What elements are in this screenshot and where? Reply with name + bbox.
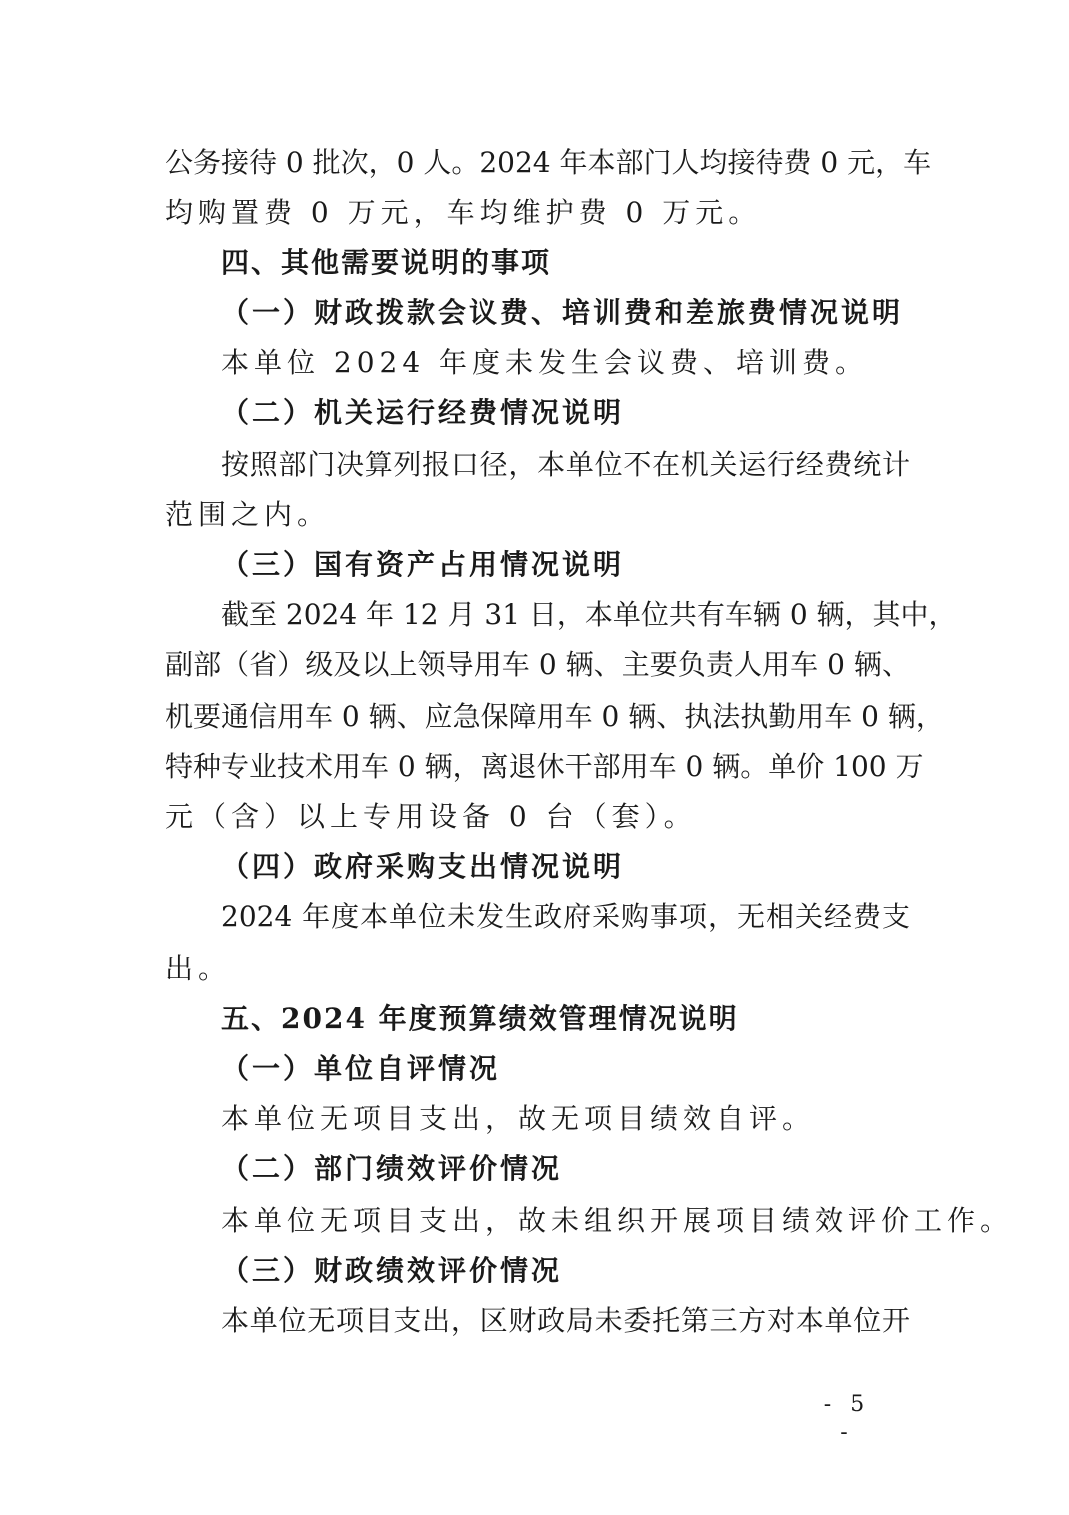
section-heading: 四、其他需要说明的事项 bbox=[221, 246, 552, 279]
paragraph-line: 均购置费 0 万元，车均维护费 0 万元。 bbox=[165, 196, 762, 229]
subsection-heading: （一）财政拨款会议费、培训费和差旅费情况说明 bbox=[221, 296, 904, 329]
subsection-heading: （三）财政绩效评价情况 bbox=[221, 1254, 563, 1287]
paragraph-line: 本单位无项目支出，区财政局未委托第三方对本单位开 bbox=[221, 1304, 910, 1337]
page-number: - 5 - bbox=[823, 1392, 871, 1445]
subsection-heading: （二）机关运行经费情况说明 bbox=[221, 396, 625, 429]
paragraph-line: 本单位无项目支出，故无项目绩效自评。 bbox=[221, 1102, 816, 1135]
paragraph-line: 按照部门决算列报口径，本单位不在机关运行经费统计 bbox=[221, 448, 910, 481]
paragraph-line: 2024 年度本单位未发生政府采购事项，无相关经费支 bbox=[221, 900, 910, 933]
paragraph-line: 出。 bbox=[165, 952, 232, 985]
subsection-heading: （三）国有资产占用情况说明 bbox=[221, 548, 625, 581]
subsection-heading: （四）政府采购支出情况说明 bbox=[221, 850, 625, 883]
paragraph-line: 特种专业技术用车 0 辆，离退休干部用车 0 辆。单价 100 万 bbox=[165, 750, 924, 783]
paragraph-line: 公务接待 0 批次，0 人。2024 年本部门人均接待费 0 元，车 bbox=[165, 146, 932, 179]
subsection-heading: （二）部门绩效评价情况 bbox=[221, 1152, 563, 1185]
subsection-heading: （一）单位自评情况 bbox=[221, 1052, 501, 1085]
paragraph-line: 截至 2024 年 12 月 31 日，本单位共有车辆 0 辆，其中， bbox=[221, 598, 957, 631]
paragraph-line: 机要通信用车 0 辆、应急保障用车 0 辆、执法执勤用车 0 辆， bbox=[165, 700, 944, 733]
paragraph-line: 范围之内。 bbox=[165, 498, 331, 531]
paragraph-line: 元（含）以上专用设备 0 台（套）。 bbox=[165, 800, 697, 833]
paragraph-line: 本单位无项目支出，故未组织开展项目绩效评价工作。 bbox=[221, 1204, 1014, 1237]
paragraph-line: 副部（省）级及以上领导用车 0 辆、主要负责人用车 0 辆、 bbox=[165, 648, 910, 681]
paragraph-line: 本单位 2024 年度未发生会议费、培训费。 bbox=[221, 346, 869, 379]
section-heading: 五、2024 年度预算绩效管理情况说明 bbox=[221, 1002, 739, 1035]
